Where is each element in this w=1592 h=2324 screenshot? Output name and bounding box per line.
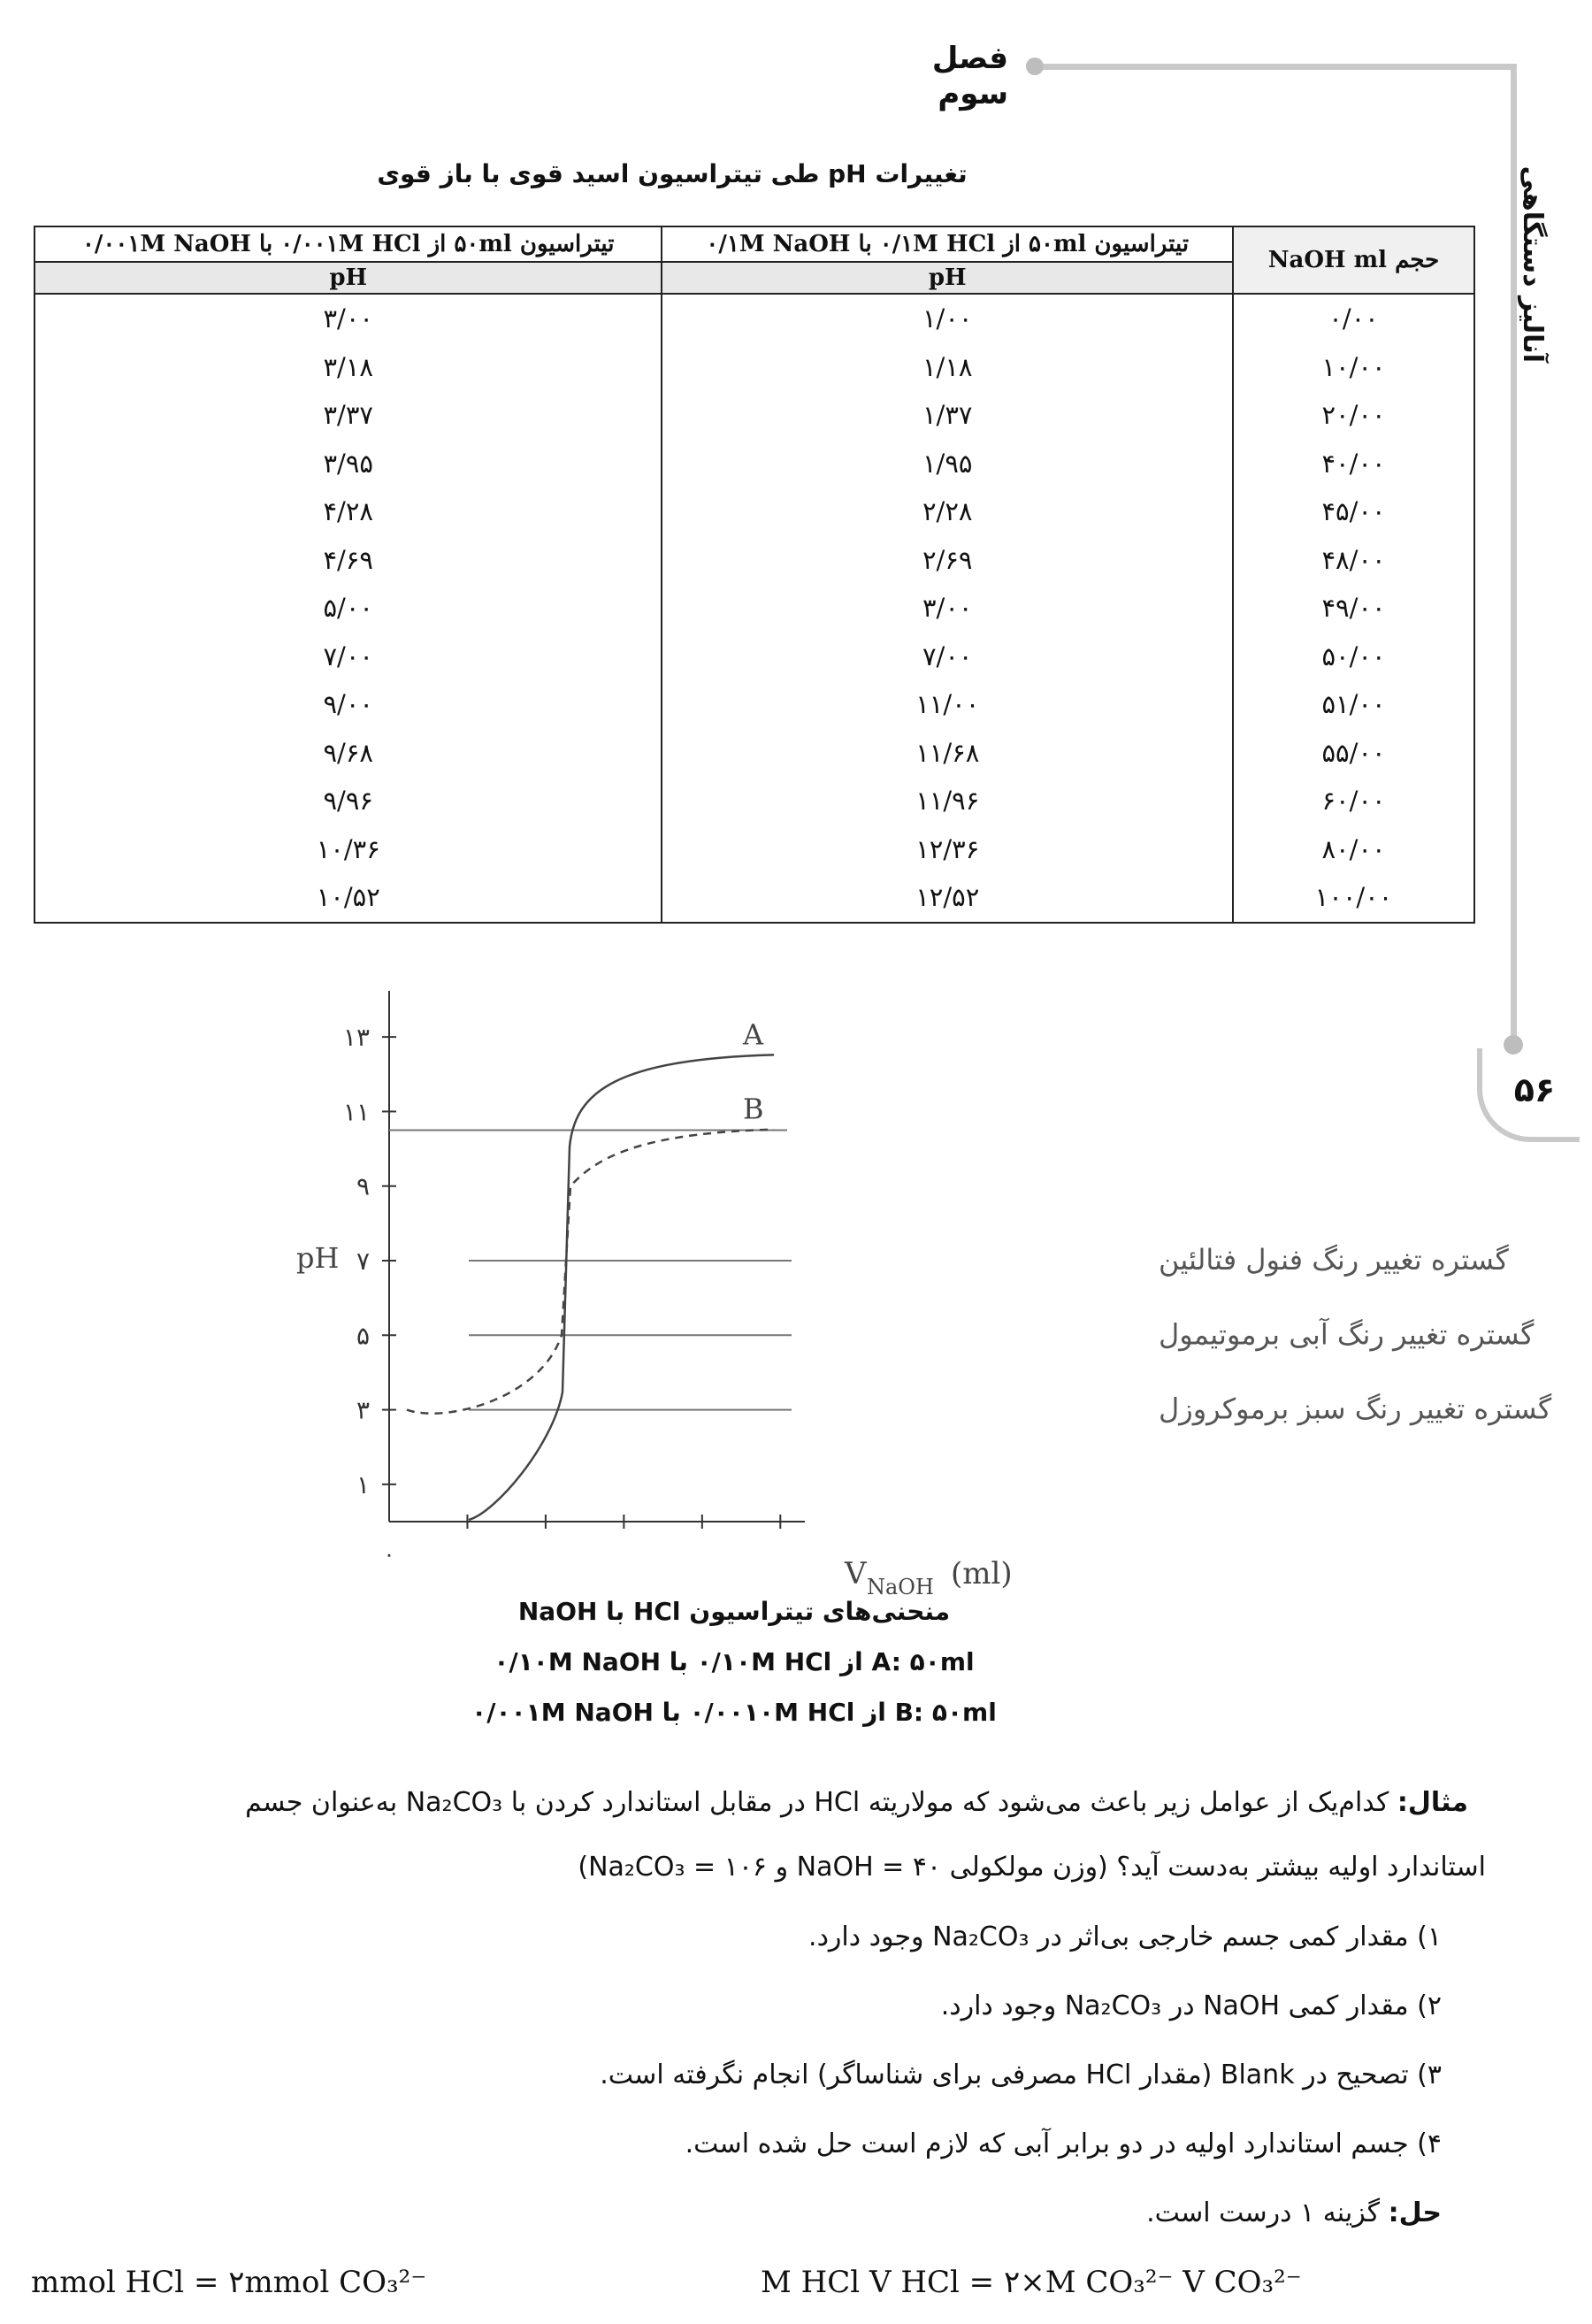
table-row	[34, 777, 1474, 825]
example-label: مثال:	[1397, 1787, 1468, 1818]
cell-ph-a: ۱/۳۷	[662, 391, 1233, 440]
cell-volume: ۱۰۰/۰۰	[1233, 873, 1474, 923]
table-row	[34, 584, 1474, 633]
solution-label: حل:	[1388, 2197, 1442, 2228]
y-tick-label: ۱۳	[342, 1023, 370, 1053]
y-tick-label: ۹	[356, 1171, 370, 1201]
header-bullet	[1026, 58, 1044, 75]
table-row	[34, 294, 1474, 343]
y-tick-label: ۱۱	[342, 1097, 370, 1127]
chart-axes	[296, 991, 1013, 1599]
cell-ph-b: ۳/۳۷	[34, 391, 662, 440]
x-axis-label-unit: (ml)	[951, 1556, 1013, 1592]
x-origin-label: ۰	[383, 1542, 395, 1567]
cell-ph-a: ۱/۹۵	[662, 440, 1233, 488]
series-label-B: B	[743, 1092, 764, 1126]
cell-ph-b: ۵/۰۰	[34, 584, 662, 633]
indicator-label: گستره تغییر رنگ فنول فتالئین	[1159, 1243, 1509, 1277]
cell-volume: ۸۰/۰۰	[1233, 825, 1474, 874]
cell-volume: ۲۰/۰۰	[1233, 391, 1474, 440]
titration-table	[34, 226, 1475, 924]
y-tick-label: ۷	[356, 1246, 370, 1276]
header-titration-b: تیتراسیون ۵۰ml از ۰/۰۰۱M HCl با ۰/۰۰۱M NaOH	[34, 226, 662, 262]
example-line-1	[27, 1787, 1468, 1818]
example-question-2: استاندارد اولیه بیشتر به‌دست آید؟ (وزن مولکولی NaOH = ۴۰ و Na₂CO₃ = ۱۰۶)	[578, 1852, 1486, 1883]
chapter-title: فصل سوم	[931, 41, 1008, 111]
table-row	[34, 680, 1474, 729]
y-tick-label: ۳	[356, 1395, 370, 1425]
cell-volume: ۰/۰۰	[1233, 294, 1474, 343]
cell-volume: ۶۰/۰۰	[1233, 777, 1474, 825]
cell-ph-a: ۲/۶۹	[662, 536, 1233, 585]
subheader-ph-b: pH	[34, 262, 662, 294]
table-row	[34, 633, 1474, 681]
cell-ph-b: ۱۰/۳۶	[34, 825, 662, 874]
solution-line	[265, 2197, 1442, 2228]
cell-ph-b: ۴/۶۹	[34, 536, 662, 585]
series-line-A	[469, 1055, 774, 1520]
cell-ph-a: ۱۱/۹۶	[662, 777, 1233, 825]
x-axis-label-sub: NaOH	[867, 1575, 934, 1599]
cell-ph-a: ۳/۰۰	[662, 584, 1233, 633]
table-title: تغییرات pH طی تیتراسیون اسید قوی با باز قوی	[377, 159, 968, 188]
formula-left: mmol HCl = ۲mmol CO₃²⁻	[31, 2265, 427, 2300]
table-row	[34, 825, 1474, 874]
table-row	[34, 873, 1474, 923]
cell-volume: ۴۹/۰۰	[1233, 584, 1474, 633]
book-title: آنالیز دستگاهی	[1517, 165, 1548, 363]
chart-caption-a: A: ۵۰ml از ۰/۱۰M HCl با ۰/۱۰M NaOH	[494, 1647, 975, 1676]
cell-volume: ۵۵/۰۰	[1233, 729, 1474, 778]
x-axis-label: V	[845, 1556, 867, 1592]
y-axis-label: pH	[296, 1241, 340, 1275]
example-question-1: کدام‌یک از عوامل زیر باعث می‌شود که مولاریته HCl در مقابل استاندارد کردن با Na₂CO₃ به‌عنوان جسم	[245, 1787, 1389, 1818]
cell-volume: ۵۰/۰۰	[1233, 633, 1474, 681]
series-label-A: A	[743, 1017, 764, 1052]
table-row	[34, 343, 1474, 392]
cell-ph-b: ۹/۹۶	[34, 777, 662, 825]
table-body	[34, 294, 1474, 923]
cell-ph-a: ۲/۲۸	[662, 487, 1233, 536]
cell-ph-b: ۹/۶۸	[34, 729, 662, 778]
cell-ph-b: ۳/۱۸	[34, 343, 662, 392]
cell-volume: ۵۱/۰۰	[1233, 680, 1474, 729]
cell-ph-b: ۴/۲۸	[34, 487, 662, 536]
chart-caption-b: B: ۵۰ml از ۰/۰۰۱۰M HCl با ۰/۰۰۱M NaOH	[471, 1698, 997, 1727]
table-row	[34, 536, 1474, 585]
option-3: ۳) تصحیح در Blank (مقدار HCl مصرفی برای شناساگر) انجام نگرفته است.	[600, 2059, 1442, 2090]
chart-curves	[407, 1017, 774, 1520]
indicator-label: گستره تغییر رنگ سبز برموکروزل	[1159, 1392, 1552, 1426]
cell-ph-b: ۷/۰۰	[34, 633, 662, 681]
cell-ph-a: ۱۲/۵۲	[662, 873, 1233, 923]
cell-ph-b: ۳/۹۵	[34, 440, 662, 488]
table-row	[34, 729, 1474, 778]
cell-volume: ۴۵/۰۰	[1233, 487, 1474, 536]
cell-ph-a: ۷/۰۰	[662, 633, 1233, 681]
cell-ph-a: ۱۲/۳۶	[662, 825, 1233, 874]
table-row	[34, 487, 1474, 536]
cell-ph-a: ۱/۰۰	[662, 294, 1233, 343]
cell-ph-a: ۱/۱۸	[662, 343, 1233, 392]
cell-ph-a: ۱۱/۶۸	[662, 729, 1233, 778]
y-tick-label: ۵	[356, 1321, 370, 1351]
cell-volume: ۴۰/۰۰	[1233, 440, 1474, 488]
header-titration-a: تیتراسیون ۵۰ml از ۰/۱M HCl با ۰/۱M NaOH	[662, 226, 1233, 262]
chart-caption: منحنی‌های تیتراسیون HCl با NaOH	[517, 1597, 951, 1626]
subheader-ph-a: pH	[662, 262, 1233, 294]
option-4: ۴) جسم استاندارد اولیه در دو برابر آبی که لازم است حل شده است.	[685, 2128, 1442, 2159]
table-row	[34, 440, 1474, 488]
cell-ph-a: ۱۱/۰۰	[662, 680, 1233, 729]
book-title-vertical	[1504, 115, 1557, 363]
cell-volume: ۴۸/۰۰	[1233, 536, 1474, 585]
header-rule	[1035, 64, 1517, 70]
formula-right: M HCl V HCl = ۲×M CO₃²⁻ V CO₃²⁻	[761, 2265, 1302, 2300]
cell-ph-b: ۱۰/۵۲	[34, 873, 662, 923]
series-line-B	[407, 1130, 774, 1414]
y-tick-label: ۱	[356, 1469, 370, 1499]
cell-ph-b: ۳/۰۰	[34, 294, 662, 343]
option-1: ۱) مقدار کمی جسم خارجی بی‌اثر در Na₂CO₃ وجود دارد.	[808, 1921, 1442, 1952]
page-number: ۵۶	[1513, 1070, 1556, 1109]
cell-volume: ۱۰/۰۰	[1233, 343, 1474, 392]
option-2: ۲) مقدار کمی NaOH در Na₂CO₃ وجود دارد.	[940, 1990, 1442, 2021]
solution-text: گزینه ۱ درست است.	[1146, 2197, 1381, 2228]
table-row	[34, 391, 1474, 440]
indicator-label: گستره تغییر رنگ آبی برموتیمول	[1159, 1317, 1535, 1352]
header-volume: حجم NaOH ml	[1233, 226, 1474, 294]
cell-ph-b: ۹/۰۰	[34, 680, 662, 729]
